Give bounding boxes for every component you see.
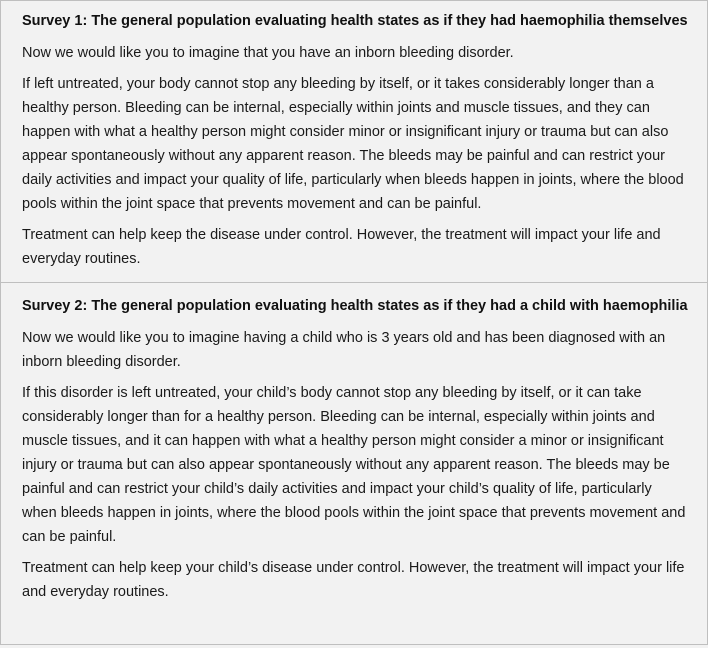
survey-1-description-paragraph: If left untreated, your body cannot stop any bleeding by itself, or it takes considerably longer than a healthy person. Bleeding can be internal, especially within joints and muscle tissues, and they can happen with what a healthy person might consider minor or insignificant injury or trauma but can also appear spontaneously without any apparent reason. The bleeds may be painful and can restrict your daily activities and impact your quality of life, particularly when bleeds happen in joints, where the blood pools within the joint space that prevents movement and can be painful. [22,76,684,212]
survey-1-treatment-paragraph: Treatment can help keep the disease under control. However, the treatment will impact your life and everyday routines. [22,227,661,267]
survey-1-section [1,1,707,282]
survey-2-treatment-paragraph: Treatment can help keep your child’s disease under control. However, the treatment will impact your life and everyday routines. [22,560,685,600]
survey-1-intro-paragraph: Now we would like you to imagine that you have an inborn bleeding disorder. [22,45,514,61]
survey-2-intro-paragraph: Now we would like you to imagine having a child who is 3 years old and has been diagnosed with an inborn bleeding disorder. [22,330,666,370]
survey-2-description-paragraph: If this disorder is left untreated, your child’s body cannot stop any bleeding by itself, or it can take considerably longer than for a healthy person. Bleeding can be internal, especially within joints and muscle tissues, and it can happen with what a healthy person might consider a minor or insignificant injury or trauma but can also appear spontaneously without any apparent reason. The bleeds may be painful and can restrict your child’s daily activities and impact your child’s quality of life, particularly when bleeds happen in joints, where the blood pools within the joint space that prevents movement and can be painful. [22,385,686,545]
survey-2-heading: Survey 2: The general population evaluating health states as if they had a child with haemophilia [22,298,688,314]
survey-2-section [1,282,707,644]
survey-1-heading: Survey 1: The general population evaluating health states as if they had haemophilia themselves [22,13,688,29]
